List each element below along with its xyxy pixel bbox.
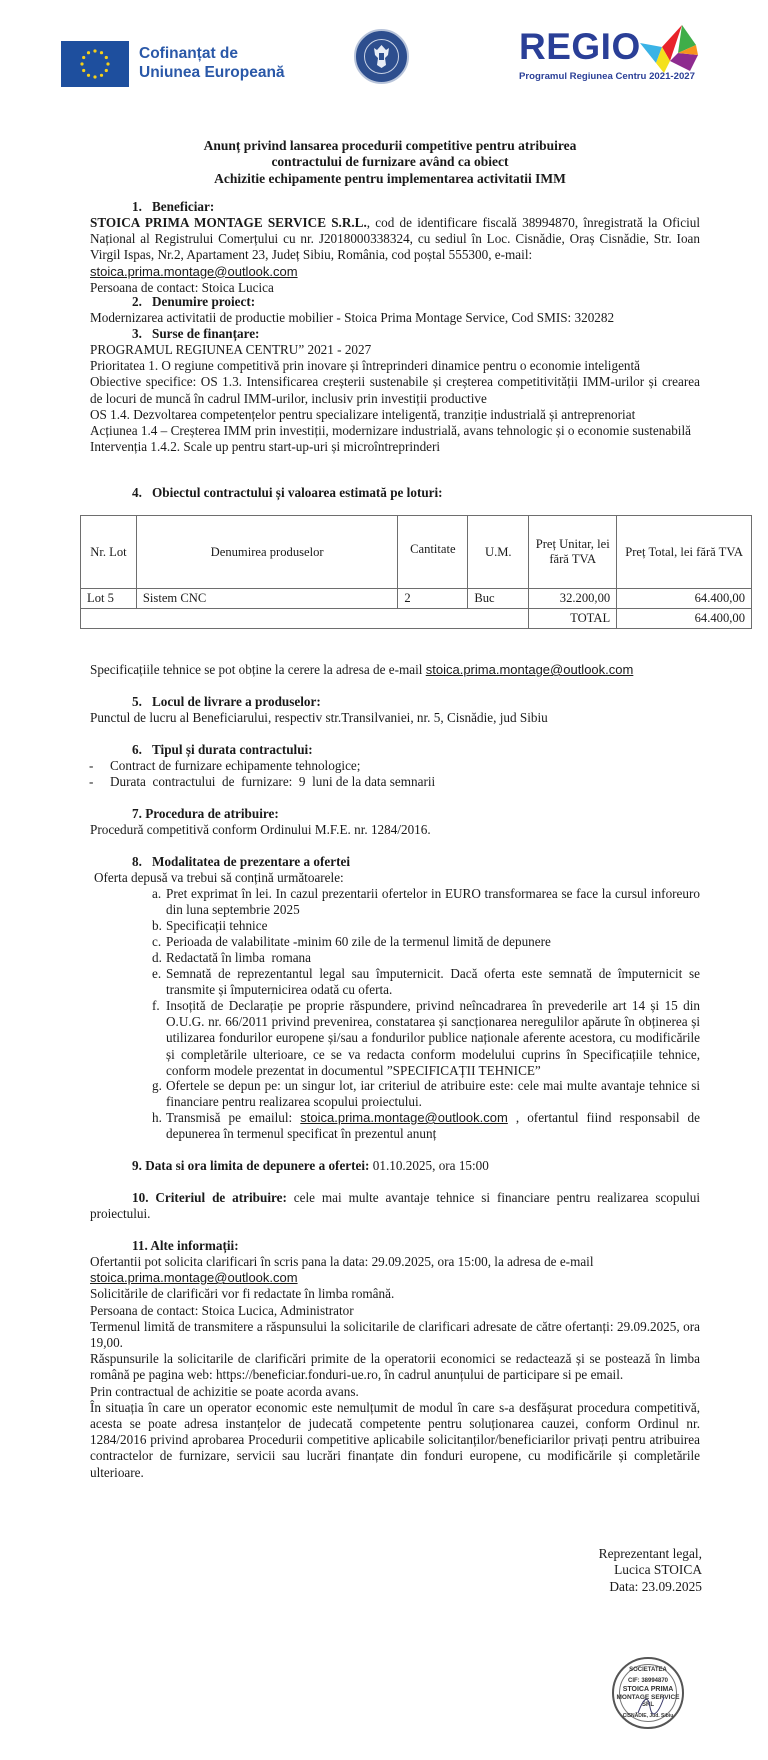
offer-requirement-c: Perioada de valabilitate -minim 60 zile de la termenul limită de depunere — [166, 934, 551, 949]
total-value: 64.400,00 — [617, 609, 752, 629]
req-h-after: , ofertantul fiind responsabil de depunerea în termenul specificat în prezentul anunț — [166, 1110, 701, 1142]
contact-person: Persoana de contact: Stoica Lucica — [90, 279, 274, 295]
coat-of-arms-icon — [356, 31, 407, 82]
bullet-dash: - — [89, 758, 94, 773]
funding-sources — [90, 342, 700, 455]
section-title: Denumire proiect: — [152, 294, 256, 309]
section-6-heading — [132, 742, 313, 758]
eu-label-line1: Cofinanțat de — [139, 45, 239, 62]
appeal-note: În situația în care un operator economic este nemulțumit de modul în care s-a desfășurat procedura competitivă, acesta se poate adresa instanțelor de judecată competente pentru soluționarea cauzei, conform Ordinul nr. 1284/2016 privind aprobarea Procedurii competitive aplicabile solicitanților/beneficiarilor privați pentru atribuirea contractelor de furnizare, servicii sau lucrări finanțate din fonduri europene, cu modificările și completările ulterioare. — [90, 1399, 700, 1480]
cell-quantity: 2 — [398, 589, 468, 609]
funding-intervention: Intervenția 1.4.2. Scale up pentru start-up-uri și microîntreprinderi — [90, 439, 441, 455]
beneficiary-details — [90, 215, 700, 296]
offer-intro: Oferta depusă va trebui să conțină următoarele: — [94, 870, 344, 885]
section-10-heading: 10. Criteriul de atribuire: — [132, 1190, 287, 1205]
stamp-top-text: SOCIETATEA — [629, 1667, 667, 1673]
stamp-cif: CIF: 38994870 — [627, 1678, 669, 1684]
delivery-location: Punctul de lucru al Beneficiarului, respectiv str.Transilvaniei, nr. 5, Cisnădie, jud Sibiu — [90, 710, 548, 725]
spec-request-text — [90, 662, 700, 678]
section-title: Tipul și durata contractului: — [152, 742, 313, 757]
section-title: Obiectul contractului și valoarea estimată pe loturi: — [152, 485, 443, 500]
criterion-value: cele mai multe avantaje tehnice si financiare pentru realizarea scopului proiectului. — [90, 1190, 701, 1222]
clarification-deadline: Termenul limită de transmitere a răspunsului la solicitarile de clarificari adresate de către ofertanți: 29.09.2025, ora 19,00. — [90, 1318, 700, 1351]
offer-requirement-a: Pret exprimat în lei. In cazul prezentarii ofertelor in EURO transformarea se face la cursul inforeuro din luna septembrie 2025 — [166, 886, 700, 918]
eu-stars-icon — [61, 41, 129, 87]
req-h-before: Transmisă pe emailul: — [166, 1110, 293, 1125]
offer-requirement-f: Insoțită de Declarație pe proprie răspundere, privind neîncadrarea în prevederile art 14 și 15 din O.U.G. nr. 66/2011 privind prevenirea, constatarea și sancționarea neregulilor apărute în obținerea și utilizarea fondurilor europene și/sau a fondurilor publice naționale aferente acestora, cu modificările și completările ulterioare, ce se va redacta conform modelului cuprins în Specificațiile tehnice, conform modele prezentat in documentul ”SPECIFICAȚII TEHNICE” — [166, 998, 700, 1078]
funding-action: Acțiunea 1.4 – Creșterea IMM prin investiții, modernizare industrială, avans tehnologic și o economie sustenabilă — [90, 423, 691, 439]
cell-lot: Lot 5 — [81, 589, 137, 609]
bullet-dash: - — [89, 774, 94, 789]
contract-type: Contract de furnizare echipamente tehnologice; — [110, 758, 361, 773]
section-number: 5. — [132, 694, 142, 709]
list-marker: h. — [152, 1110, 162, 1125]
cell-total-price: 64.400,00 — [617, 589, 752, 609]
title-line-1: Anunț privind lansarea procedurii competitive pentru atribuirea — [203, 138, 577, 153]
deadline-value: 01.10.2025, ora 15:00 — [369, 1158, 489, 1173]
list-marker: f. — [152, 998, 160, 1013]
clarification-text: Ofertantii pot solicita clarificari în scris pana la data: 29.09.2025, ora 15:00, la adresa de e-mail — [90, 1254, 594, 1269]
spec-email-link[interactable]: stoica.prima.montage@outlook.com — [425, 662, 634, 677]
eu-flag-logo — [61, 41, 129, 87]
table-header-row — [81, 516, 752, 589]
title-line-2: contractului de furnizare având ca obiect — [271, 154, 509, 170]
section-number: 6. — [132, 742, 142, 757]
section-9-heading: 9. Data si ora limita de depunere a ofertei: — [132, 1158, 370, 1173]
eu-cofinanced-label — [139, 44, 285, 82]
stamp-name-2: MONTAGE SERVICE — [616, 1694, 680, 1701]
header-unit: U.M. — [468, 516, 529, 589]
section-number: 3. — [132, 326, 142, 341]
title-line-3: Achizitie echipamente pentru implementarea activitatii IMM — [214, 170, 566, 186]
submission-email-link[interactable]: stoica.prima.montage@outlook.com — [300, 1110, 508, 1125]
section-number: 8. — [132, 854, 142, 869]
signature-date: Data: 23.09.2025 — [609, 1578, 702, 1594]
section-title: Surse de finanțare: — [152, 326, 260, 341]
clarification-contact: Persoana de contact: Stoica Lucica, Administrator — [90, 1302, 354, 1318]
advance-payment-note: Prin contractual de achizitie se poate acorda avans. — [90, 1383, 359, 1399]
offer-requirement-e: Semnată de reprezentantul legal sau împuternicit. Dacă oferta este semnată de împuternicit se transmite și împuternicirea odată cu oferta. — [166, 966, 700, 998]
handwritten-signature-icon — [636, 1693, 666, 1717]
regio-logo-text: REGIO — [519, 26, 641, 67]
stamp-name-1: STOICA PRIMA — [622, 1686, 674, 1693]
signatory-name: Lucica STOICA — [614, 1562, 702, 1578]
clarification-language: Solicitările de clarificări vor fi redactate în limba română. — [90, 1286, 395, 1302]
clarification-answers: Răspunsurile la solicitarile de clarificări primite de la operatorii economici se redactează și se postează în limba română pe pagina web: https://beneficiar.fonduri-ue.ro, în cadrul anunțului de participare si pe email. — [90, 1351, 700, 1383]
announcement-title — [80, 138, 700, 187]
section-5-heading — [132, 694, 321, 710]
total-label: TOTAL — [529, 609, 617, 629]
offer-requirement-b: Specificații tehnice — [166, 918, 268, 933]
list-marker: d. — [152, 950, 162, 965]
offer-requirement-g: Ofertele se depun pe: un singur lot, iar criteriul de atribuire este: cele mai multe avantaje tehnice si financiare pentru realizarea scopului proiectului. — [166, 1078, 700, 1110]
header-unit-price: Preț Unitar, lei fără TVA — [529, 516, 617, 589]
section-11-heading: 11. Alte informații: — [132, 1238, 239, 1253]
other-info — [90, 1254, 700, 1481]
stamp-bottom-text: CISNĂDIE, Jud. Sibiu — [622, 1713, 674, 1719]
project-name: Modernizarea activitatii de productie mobilier - Stoica Prima Montage Service, Cod SMIS: 320282 — [90, 310, 615, 325]
stamp-srl: SRL — [642, 1702, 654, 1708]
funding-objective: Obiective specifice: OS 1.3. Intensificarea creșterii sustenabile și creșterea competitivității IMM-urilor și crearea de locuri de muncă în cadrul IMM-urilor, inclusiv prin investiții productive — [90, 374, 700, 406]
section-title: Modalitatea de prezentare a ofertei — [152, 854, 350, 869]
lots-table — [80, 515, 752, 629]
section-7-heading: 7. Procedura de atribuire: — [132, 806, 279, 821]
clarification-email-link[interactable]: stoica.prima.montage@outlook.com — [90, 1270, 298, 1286]
company-name: STOICA PRIMA MONTAGE SERVICE S.R.L. — [90, 215, 367, 230]
eu-label-line2: Uniunea Europeană — [139, 64, 285, 81]
section-title: Beneficiar: — [152, 199, 215, 214]
section-4-heading — [132, 485, 443, 501]
list-marker: e. — [152, 966, 162, 981]
header-quantity: Cantitate — [398, 516, 468, 589]
regio-kite-icon — [640, 25, 700, 75]
funding-priority: Prioritatea 1. O regiune competitivă prin inovare și întreprinderi dinamice pentru o economie inteligentă — [90, 358, 641, 374]
section-8-heading — [132, 854, 350, 870]
spec-text: Specificațiile tehnice se pot obține la cerere la adresa de e-mail — [90, 662, 423, 677]
list-marker: g. — [152, 1078, 162, 1093]
list-marker: c. — [152, 934, 162, 949]
section-number: 2. — [132, 294, 142, 309]
contract-duration: Durata contractului de furnizare: 9 luni de la data semnarii — [110, 774, 436, 789]
company-stamp — [612, 1657, 684, 1729]
section-number: 1. — [132, 199, 142, 214]
award-criterion — [90, 1190, 700, 1222]
header-total-price: Preț Total, lei fără TVA — [617, 516, 752, 589]
regio-program-subtitle: Programul Regiunea Centru 2021-2027 — [519, 71, 695, 82]
section-title: Locul de livrare a produselor: — [152, 694, 321, 709]
section-number: 4. — [132, 485, 142, 500]
romanian-government-seal — [354, 29, 409, 84]
header-product-name: Denumirea produselor — [136, 516, 397, 589]
section-1-heading — [132, 199, 214, 215]
procedure-text: Procedură competitivă conform Ordinului M.F.E. nr. 1284/2016. — [90, 822, 431, 837]
offer-requirement-d: Redactată în limba romana — [166, 950, 312, 965]
section-3-heading — [132, 326, 259, 342]
signature-block — [599, 1546, 702, 1595]
section-2-heading — [132, 294, 255, 310]
total-spacer — [81, 609, 529, 629]
cell-product: Sistem CNC — [136, 589, 397, 609]
beneficiary-email-link[interactable]: stoica.prima.montage@outlook.com — [90, 263, 298, 279]
list-marker: a. — [152, 886, 162, 901]
cell-unit: Buc — [468, 589, 529, 609]
submission-deadline — [132, 1158, 742, 1174]
funding-os14: OS 1.4. Dezvoltarea competențelor pentru specializare inteligentă, tranziție industrială și antreprenoriat — [90, 406, 636, 422]
list-marker: b. — [152, 918, 162, 933]
header-lot-number: Nr. Lot — [81, 516, 137, 589]
beneficiary-text: , cod de identificare fiscală 38994870, înregistrată la Oficiul Național al Registrului Comerțului cu nr. J2018000338324, cu sediul în Loc. Cisnădie, Oraș Cisnădie, Str. Ioan Virgil Ispas, Nr.2, Apartament 23, Județ Sibiu, România, cod poștal 555300, e-mail: — [90, 215, 700, 263]
offer-requirement-h — [166, 1110, 700, 1142]
table-row — [81, 589, 752, 609]
funding-program: PROGRAMUL REGIUNEA CENTRU” 2021 - 2027 — [90, 342, 372, 357]
table-total-row — [81, 609, 752, 629]
cell-unit-price: 32.200,00 — [529, 589, 617, 609]
signatory-role: Reprezentant legal, — [598, 1546, 702, 1561]
